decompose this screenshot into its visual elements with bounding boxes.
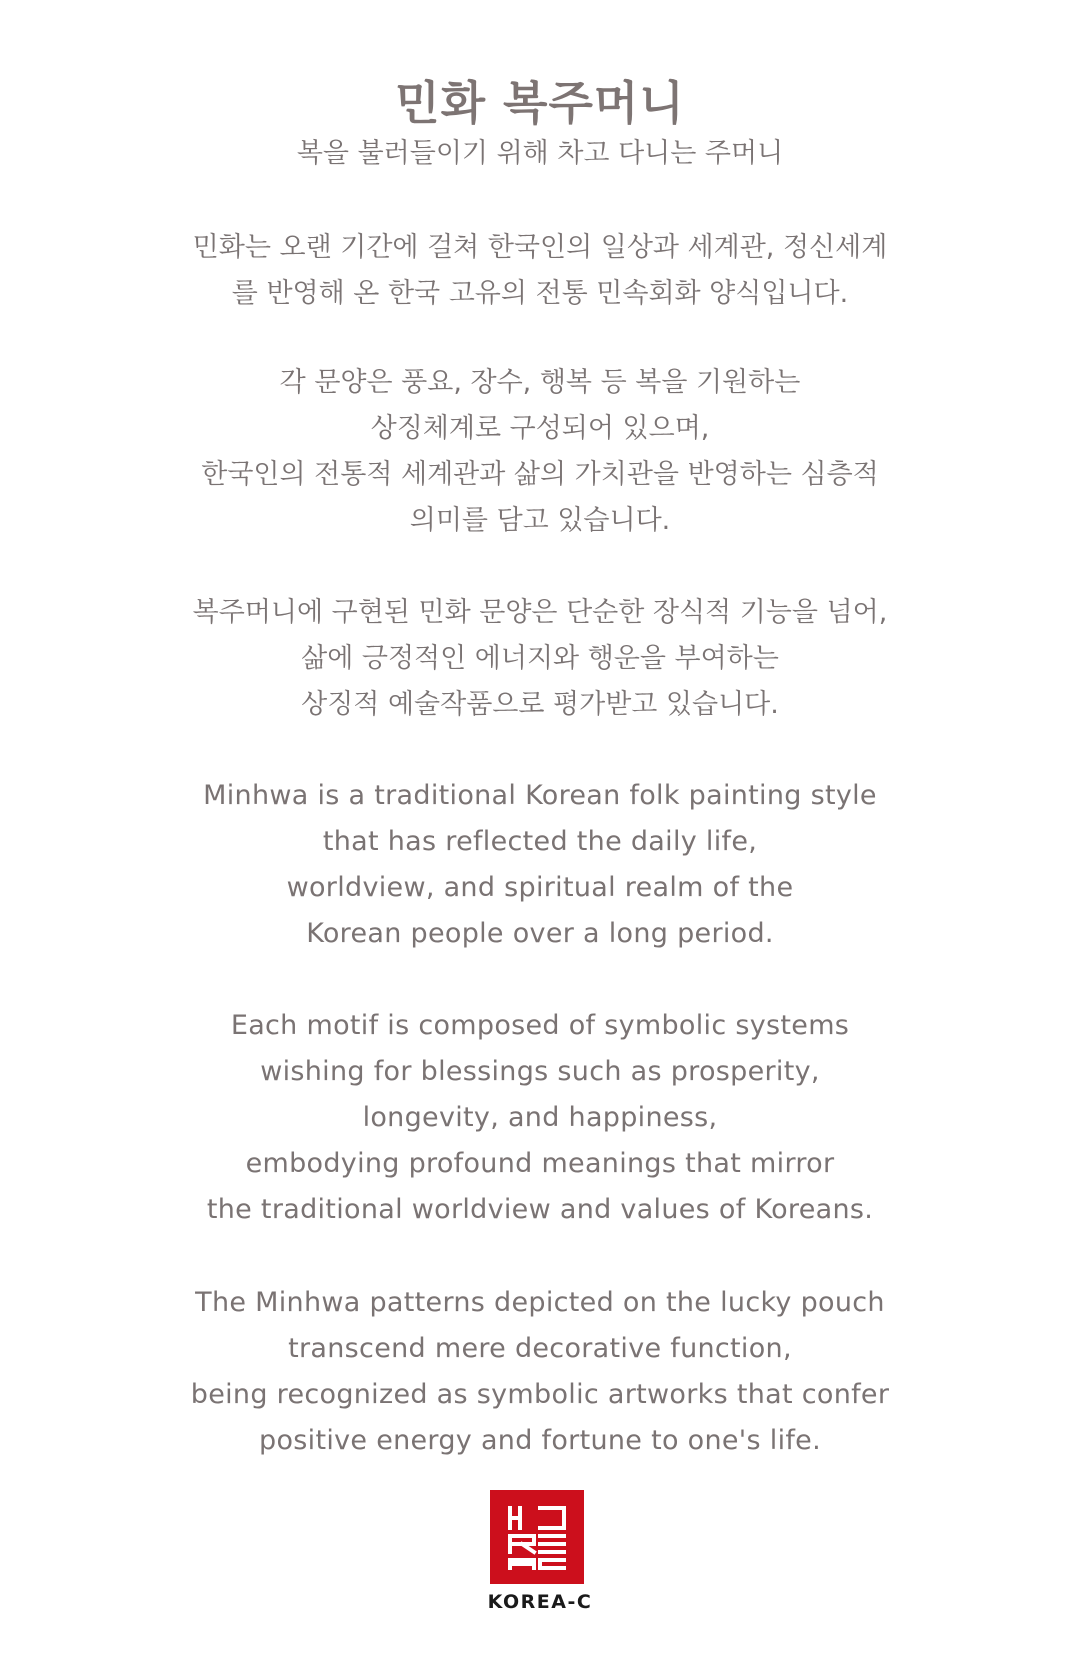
english-paragraph-1	[0, 773, 1080, 957]
korean-paragraph-2	[0, 360, 1080, 544]
logo-wordmark: KOREA-C	[487, 1591, 593, 1613]
text-line: The Minhwa patterns depicted on the lucky pouch	[195, 1287, 885, 1318]
page-subtitle: 복을 불러들이기 위해 차고 다니는 주머니	[296, 138, 784, 169]
logo-mark-icon	[490, 1490, 584, 1584]
english-paragraph-2	[0, 1003, 1080, 1233]
text-line: 의미를 담고 있습니다.	[409, 505, 671, 536]
text-line: Korean people over a long period.	[306, 918, 774, 949]
text-line: 를 반영해 온 한국 고유의 전통 민속회화 양식입니다.	[231, 278, 849, 309]
text-line: longevity, and happiness,	[362, 1102, 718, 1133]
text-line: positive energy and fortune to one's life.	[259, 1425, 821, 1456]
text-line: wishing for blessings such as prosperity,	[260, 1056, 820, 1087]
text-line: 각 문양은 풍요, 장수, 행복 등 복을 기원하는	[279, 367, 801, 398]
text-line: transcend mere decorative function,	[288, 1333, 792, 1364]
text-line: embodying profound meanings that mirror	[245, 1148, 835, 1179]
text-line: 한국인의 전통적 세계관과 삶의 가치관을 반영하는 심층적	[201, 459, 879, 490]
text-line: 상징체계로 구성되어 있으며,	[370, 413, 710, 444]
text-line: worldview, and spiritual realm of the	[286, 872, 794, 903]
korean-paragraph-3	[0, 590, 1080, 728]
text-line: that has reflected the daily life,	[322, 826, 758, 857]
korean-paragraph-1	[0, 225, 1080, 317]
text-line: 상징적 예술작품으로 평가받고 있습니다.	[301, 689, 779, 720]
text-line: Minhwa is a traditional Korean folk painting style	[203, 780, 877, 811]
page-title: 민화 복주머니	[395, 76, 685, 130]
brand-logo-icon	[490, 1490, 584, 1584]
text-line: Each motif is composed of symbolic systems	[230, 1010, 850, 1041]
text-line: being recognized as symbolic artworks that confer	[190, 1379, 890, 1410]
text-line: 민화는 오랜 기간에 걸쳐 한국인의 일상과 세계관, 정신세계	[192, 232, 888, 263]
text-line: 복주머니에 구현된 민화 문양은 단순한 장식적 기능을 넘어,	[192, 597, 888, 628]
text-line: the traditional worldview and values of Koreans.	[206, 1194, 874, 1225]
text-line: 삶에 긍정적인 에너지와 행운을 부여하는	[301, 643, 779, 674]
english-paragraph-3	[0, 1280, 1080, 1464]
